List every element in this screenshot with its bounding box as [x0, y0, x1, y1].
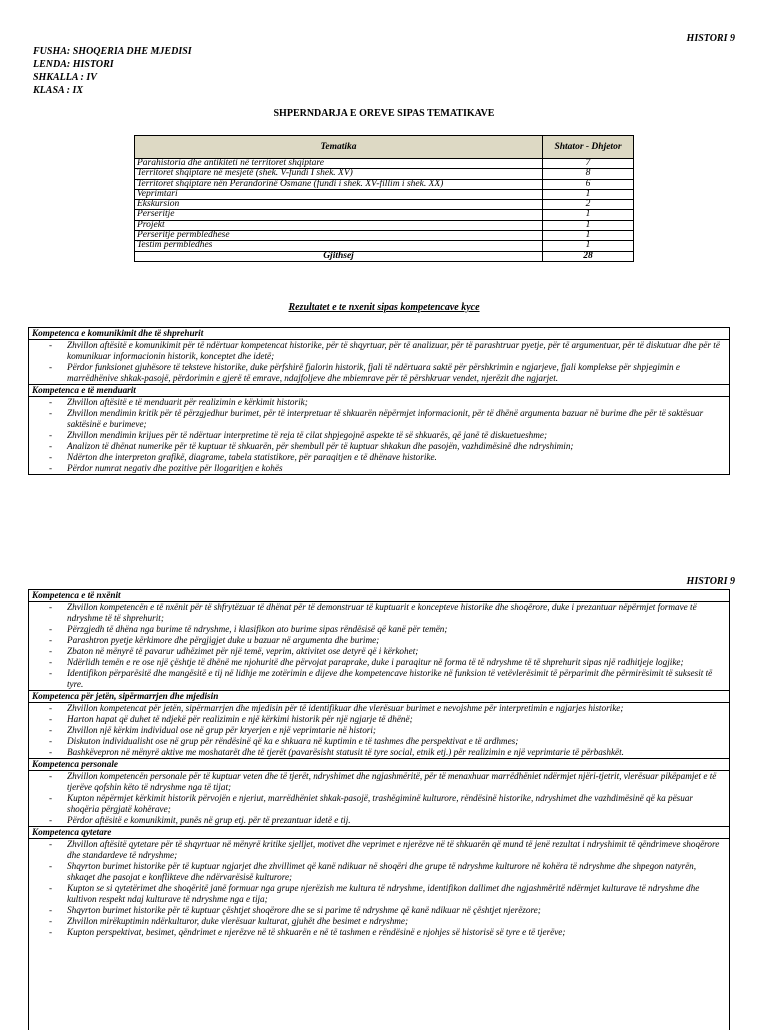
hours-cell: 2	[543, 200, 634, 210]
topic-cell: Perseritje permbledhese	[135, 231, 543, 241]
table-row	[135, 200, 634, 210]
meta-level: SHKALLA : IV	[33, 72, 97, 83]
list-item: - Përdor numrat negativ dhe pozitive për llogaritjen e kohës	[29, 463, 729, 474]
total-value: 28	[543, 251, 634, 261]
topic-cell: Territoret shqiptare nën Perandorinë Osmane (fundi i shek. XV-fillim i shek. XX)	[135, 179, 543, 189]
meta-class: KLASA : IX	[33, 85, 84, 96]
topic-cell: Perseritje	[135, 210, 543, 220]
list-item: - Përdor aftësitë e komunikimit, punës në grup etj. për të prezantuar idetë e tij.	[29, 815, 729, 826]
competence-section	[29, 328, 729, 384]
hours-cell: 7	[543, 159, 634, 169]
list-item: - Zhvillon aftësitë qytetare për të shqyrtuar në mënyrë kritike sjelljet, motivet dhe veprimet e njerëzve në të shkuarën që mund të jenë rezultat i ndryshimit të qëndrimeve shoqërore dhe standardeve të ndryshme;	[29, 839, 729, 861]
competence-title: Kompetenca për jetën, sipërmarrjen dhe mjedisin	[29, 690, 729, 703]
competence-title: Kompetenca e të nxënit	[29, 590, 729, 602]
list-item: - Zhvillon kompetencën personale për të kuptuar veten dhe të tjerët, ndryshimet dhe ngjashmëritë, për të menaxhuar marrëdhëniet ndërmjet njëri-tjetrit, vlerësuar pikëpamjet e të tjerëve qofshin këto të ndryshme nga të tijat;	[29, 771, 729, 793]
list-item: - Parashtron pyetje kërkimore dhe përgjigjet duke u bazuar në argumenta dhe burime;	[29, 635, 729, 646]
table-row	[135, 241, 634, 251]
hours-cell: 8	[543, 169, 634, 179]
table-row	[135, 231, 634, 241]
competence-section	[29, 590, 729, 690]
table-row	[135, 169, 634, 179]
competence-section	[29, 758, 729, 826]
table-row	[135, 220, 634, 230]
competence-section	[29, 690, 729, 758]
competences-box-page1	[28, 327, 730, 475]
list-item: - Identifikon përparësitë dhe mangësitë e tij në lidhje me zotërimin e dijeve dhe kompetencave historike në funksion të vetëvlerësimit të përparimit dhe përmirësimit të suksesit të tyre.	[29, 668, 729, 690]
hours-cell: 1	[543, 231, 634, 241]
hours-cell: 1	[543, 189, 634, 199]
hours-cell: 6	[543, 179, 634, 189]
competence-title: Kompetenca e komunikimit dhe të shprehurit	[29, 328, 729, 340]
list-item: - Zhvillon aftësitë e komunikimit për të ndërtuar kompetencat historike, për të shqyrtuar, për të analizuar, për të parashtruar pyetje, për të argumentuar, për të diskutuar dhe për të komunikuar informacionin historik, konceptet dhe idetë;	[29, 340, 729, 362]
table-row	[135, 210, 634, 220]
list-item: - Ndërlidh temën e re ose një çështje të dhënë me njohuritë dhe përvojat paraprake, duke i paraqitur në forma të të ndryshme të të shprehurit sipas një radhitjeje logjike;	[29, 657, 729, 668]
list-item: - Zbaton në mënyrë të pavarur udhëzimet për një temë, veprim, aktivitet ose detyrë që i kërkohet;	[29, 646, 729, 657]
topic-cell: Testim permbledhes	[135, 241, 543, 251]
list-item: - Zhvillon një kërkim individual ose në grup për kryerjen e një veprimtarie në histori;	[29, 725, 729, 736]
competence-title: Kompetenca e të menduarit	[29, 384, 729, 397]
table-row	[135, 179, 634, 189]
meta-field: FUSHA: SHOQERIA DHE MJEDISI	[33, 46, 192, 57]
total-row	[135, 251, 634, 261]
list-item: - Zhvillon kompetencat për jetën, sipërmarrjen dhe mjedisin për të identifikuar dhe vlerësuar burimet e nevojshme për interpretimin e ngjarjes historike;	[29, 703, 729, 714]
topic-cell: Parahistoria dhe antikiteti në territoret shqiptare	[135, 159, 543, 169]
topic-cell: Ekskursion	[135, 200, 543, 210]
list-item: - Zhvillon kompetencën e të nxënit për të shfrytëzuar të dhënat për të demonstruar të kuptuarit e koncepteve historike dhe shoqërore, duke i prezantuar nëpërmjet formave të ndryshme të të shprehurit;	[29, 602, 729, 624]
list-item: - Analizon të dhënat numerike për të kuptuar të shkuarën, për shembull për të kuptuar shkakun dhe pasojën, vazhdimësinë dhe ndryshimin;	[29, 441, 729, 452]
list-item: - Diskuton individualisht ose në grup për rëndësinë që ka e shkuara në kuptimin e të tashmes dhe perspektivat e të ardhmes;	[29, 736, 729, 747]
page-header-2: HISTORI 9	[686, 576, 735, 587]
competence-list	[29, 397, 729, 474]
competence-section	[29, 384, 729, 474]
list-item: - Zhvillon mendimin kritik për të përzgjedhur burimet, për të interpretuar të shkuarën nëpërmjet informacionit, për të dhënë argumenta bazuar në burime dhe për të saktësuar saktësinë e burimeve;	[29, 408, 729, 430]
total-label: Gjithsej	[135, 251, 543, 261]
list-item: - Zhvillon mendimin krijues për të ndërtuar interpretime të reja të cilat shpjegojnë aspekte të së shkuarës, që janë të diskuetueshme;	[29, 430, 729, 441]
competence-list	[29, 771, 729, 826]
list-item: - Kupton perspektivat, besimet, qëndrimet e njerëzve në të shkuarën e në të tashmen e rëndësinë e njohjes së historisë së tyre e të tjerëve;	[29, 927, 729, 938]
list-item: - Kupton nëpërmjet kërkimit historik përvojën e njeriut, marrëdhëniet shkak-pasojë, trashëgiminë kulturore, rëndësinë historike, ndryshimet dhe vazhdimësinë që ka pësuar shoqëria përgjatë kohërave;	[29, 793, 729, 815]
list-item: - Shqyrton burimet historike për të kuptuar çështjet shoqërore dhe se si parime të ndryshme që kanë ndikuar në çështjet njerëzore;	[29, 905, 729, 916]
hours-table	[134, 135, 634, 262]
list-item: - Përdor funksionet gjuhësore të teksteve historike, duke përfshirë fjalorin historik, fjali të ndërtuara saktë për përshkrimin e ngjarjeve, fjali komplekse për shpjegimin e marrëdhënive shkak-pasojë, përdorimin e gjerë të emrave, ndajfoljeve dhe mbiemrave për të përshkruar vendet, njerëzit dhe ngjarjet.	[29, 362, 729, 384]
competence-title: Kompetenca personale	[29, 758, 729, 771]
list-item: - Bashkëvepron në mënyrë aktive me moshatarët dhe të tjerët (pavarësisht statusit të tyre social, etnik etj.) për realizimin e një veprimtarie të përbashkët.	[29, 747, 729, 758]
competence-list	[29, 703, 729, 758]
table-row	[135, 189, 634, 199]
hours-cell: 1	[543, 241, 634, 251]
page-header: HISTORI 9	[686, 33, 735, 44]
results-subtitle: Rezultatet e te nxenit sipas kompetencave kyce	[288, 302, 480, 313]
competences-box-page2	[28, 589, 730, 1030]
list-item: - Zhvillon mirëkuptimin ndërkulturor, duke vlerësuar kulturat, gjuhët dhe besimet e ndryshme;	[29, 916, 729, 927]
hours-cell: 1	[543, 220, 634, 230]
competence-list	[29, 340, 729, 384]
topic-cell: Territoret shqiptare në mesjetë (shek. V-fundi I shek. XV)	[135, 169, 543, 179]
topic-cell: Veprimtari	[135, 189, 543, 199]
competence-section	[29, 826, 729, 938]
document-meta	[33, 45, 192, 97]
list-item: - Ndërton dhe interpreton grafikë, diagrame, tabela statistikore, për paraqitjen e të dhënave historike.	[29, 452, 729, 463]
list-item: - Harton hapat që duhet të ndjekë për realizimin e një kërkimi historik për një ngjarje të dhënë;	[29, 714, 729, 725]
competence-list	[29, 839, 729, 938]
column-header-topic: Tematika	[135, 136, 543, 159]
document-title: SHPERNDARJA E OREVE SIPAS TEMATIKAVE	[273, 108, 495, 119]
table-body	[135, 159, 634, 252]
meta-subject: LENDA: HISTORI	[33, 59, 114, 70]
list-item: - Zhvillon aftësitë e të menduarit për realizimin e kërkimit historik;	[29, 397, 729, 408]
list-item: - Kupton se si qytetërimet dhe shoqëritë janë formuar nga grupe njerëzish me kultura të ndryshme, identifikon dallimet dhe ngjashmëritë ndërmjet kulturave të ndryshme dhe kultivon respekt ndaj kulturave të ndryshme nga e tija;	[29, 883, 729, 905]
list-item: - Shqyrton burimet historike për të kuptuar ngjarjet dhe zhvillimet që kanë ndikuar në shoqëri dhe grupe të ndryshme kulturore në kohëra të ndryshme dhe shpegon natyrën, shkaqet dhe pasojat e konflikteve dhe ndërvarësisë kulturore;	[29, 861, 729, 883]
competence-list	[29, 602, 729, 690]
competence-title: Kompetenca qytetare	[29, 826, 729, 839]
column-header-period: Shtator - Dhjetor	[543, 136, 634, 159]
list-item: - Përzgjedh të dhëna nga burime të ndryshme, i klasifikon ato burime sipas rëndësisë që kanë për temën;	[29, 624, 729, 635]
topic-cell: Projekt	[135, 220, 543, 230]
hours-cell: 1	[543, 210, 634, 220]
